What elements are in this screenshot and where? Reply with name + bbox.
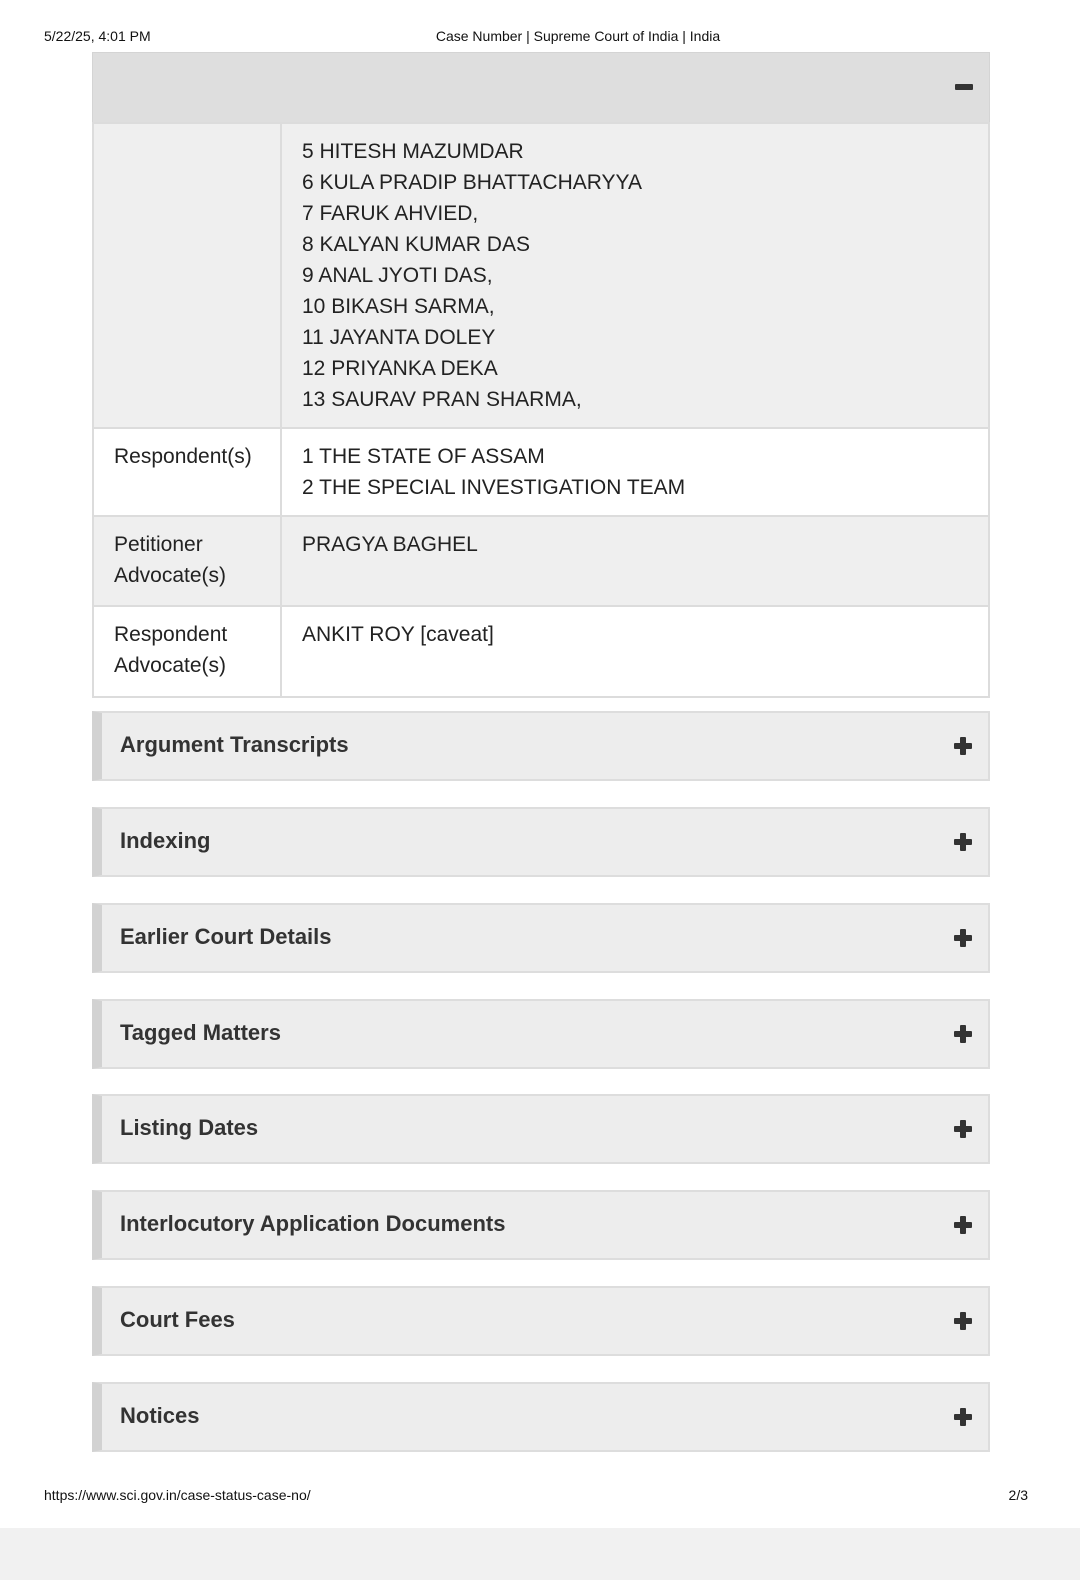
panel-header[interactable] — [92, 52, 990, 122]
petitioner-name: 12 PRIYANKA DEKA — [302, 357, 498, 380]
expand-plus-icon[interactable] — [954, 1216, 972, 1234]
table-row — [93, 428, 989, 516]
expand-plus-icon[interactable] — [954, 1120, 972, 1138]
petitioner-advocate-cell — [281, 516, 989, 606]
petitioner-name: 8 KALYAN KUMAR DAS — [302, 233, 530, 256]
table-row — [93, 516, 989, 606]
petitioner-values-cell — [281, 123, 989, 428]
accordion-title: Indexing — [120, 828, 211, 853]
print-page-number: 2/3 — [1008, 1487, 1028, 1503]
accordion-interlocutory-application-documents[interactable] — [92, 1190, 990, 1260]
print-datetime: 5/22/25, 4:01 PM — [44, 28, 151, 44]
table-row — [93, 123, 989, 428]
print-header — [44, 28, 1036, 48]
accordion-argument-transcripts[interactable] — [92, 711, 990, 781]
expand-plus-icon[interactable] — [954, 1025, 972, 1043]
expand-plus-icon[interactable] — [954, 737, 972, 755]
expand-plus-icon[interactable] — [954, 833, 972, 851]
expand-plus-icon[interactable] — [954, 929, 972, 947]
accordion-indexing[interactable] — [92, 807, 990, 877]
accordion-listing-dates[interactable] — [92, 1094, 990, 1164]
petitioner-name: 9 ANAL JYOTI DAS, — [302, 264, 493, 287]
print-page-title: Case Number | Supreme Court of India | India — [435, 28, 721, 44]
accordion-title: Argument Transcripts — [120, 732, 349, 757]
petitioner-label-cell — [93, 123, 281, 428]
respondent-advocate-cell — [281, 606, 989, 697]
case-details-panel — [92, 52, 990, 698]
accordion-title: Court Fees — [120, 1307, 235, 1332]
petitioner-name: 10 BIKASH SARMA, — [302, 295, 495, 318]
petitioner-name: 7 FARUK AHVIED, — [302, 202, 479, 225]
accordion-title: Earlier Court Details — [120, 924, 332, 949]
respondent-name: 1 THE STATE OF ASSAM — [302, 445, 545, 468]
collapse-minus-icon[interactable] — [955, 84, 973, 90]
page-bottom-band — [0, 1528, 1080, 1580]
expand-plus-icon[interactable] — [954, 1312, 972, 1330]
accordion-title: Tagged Matters — [120, 1020, 281, 1045]
accordion-title: Interlocutory Application Documents — [120, 1211, 506, 1236]
accordion-earlier-court-details[interactable] — [92, 903, 990, 973]
table-row — [93, 606, 989, 697]
accordion-notices[interactable] — [92, 1382, 990, 1452]
respondent-advocate-name: ANKIT ROY [caveat] — [302, 623, 494, 646]
petitioner-advocate-name: PRAGYA BAGHEL — [302, 533, 478, 556]
petitioner-name: 13 SAURAV PRAN SHARMA, — [302, 388, 582, 411]
print-url: https://www.sci.gov.in/case-status-case-no/ — [44, 1487, 311, 1503]
respondent-label: Respondent(s) — [93, 428, 281, 516]
party-details-table — [92, 122, 990, 698]
respondent-values-cell — [281, 428, 989, 516]
accordion-court-fees[interactable] — [92, 1286, 990, 1356]
petitioner-name: 11 JAYANTA DOLEY — [302, 326, 496, 349]
expand-plus-icon[interactable] — [954, 1408, 972, 1426]
respondent-advocate-label: Respondent Advocate(s) — [93, 606, 281, 697]
print-footer — [44, 1487, 1036, 1507]
accordion-title: Notices — [120, 1403, 200, 1428]
petitioner-name: 5 HITESH MAZUMDAR — [302, 140, 524, 163]
petitioner-name: 6 KULA PRADIP BHATTACHARYYA — [302, 171, 642, 194]
accordion-title: Listing Dates — [120, 1115, 259, 1140]
petitioner-advocate-label: Petitioner Advocate(s) — [93, 516, 281, 606]
respondent-name: 2 THE SPECIAL INVESTIGATION TEAM — [302, 476, 686, 499]
accordion-tagged-matters[interactable] — [92, 999, 990, 1069]
